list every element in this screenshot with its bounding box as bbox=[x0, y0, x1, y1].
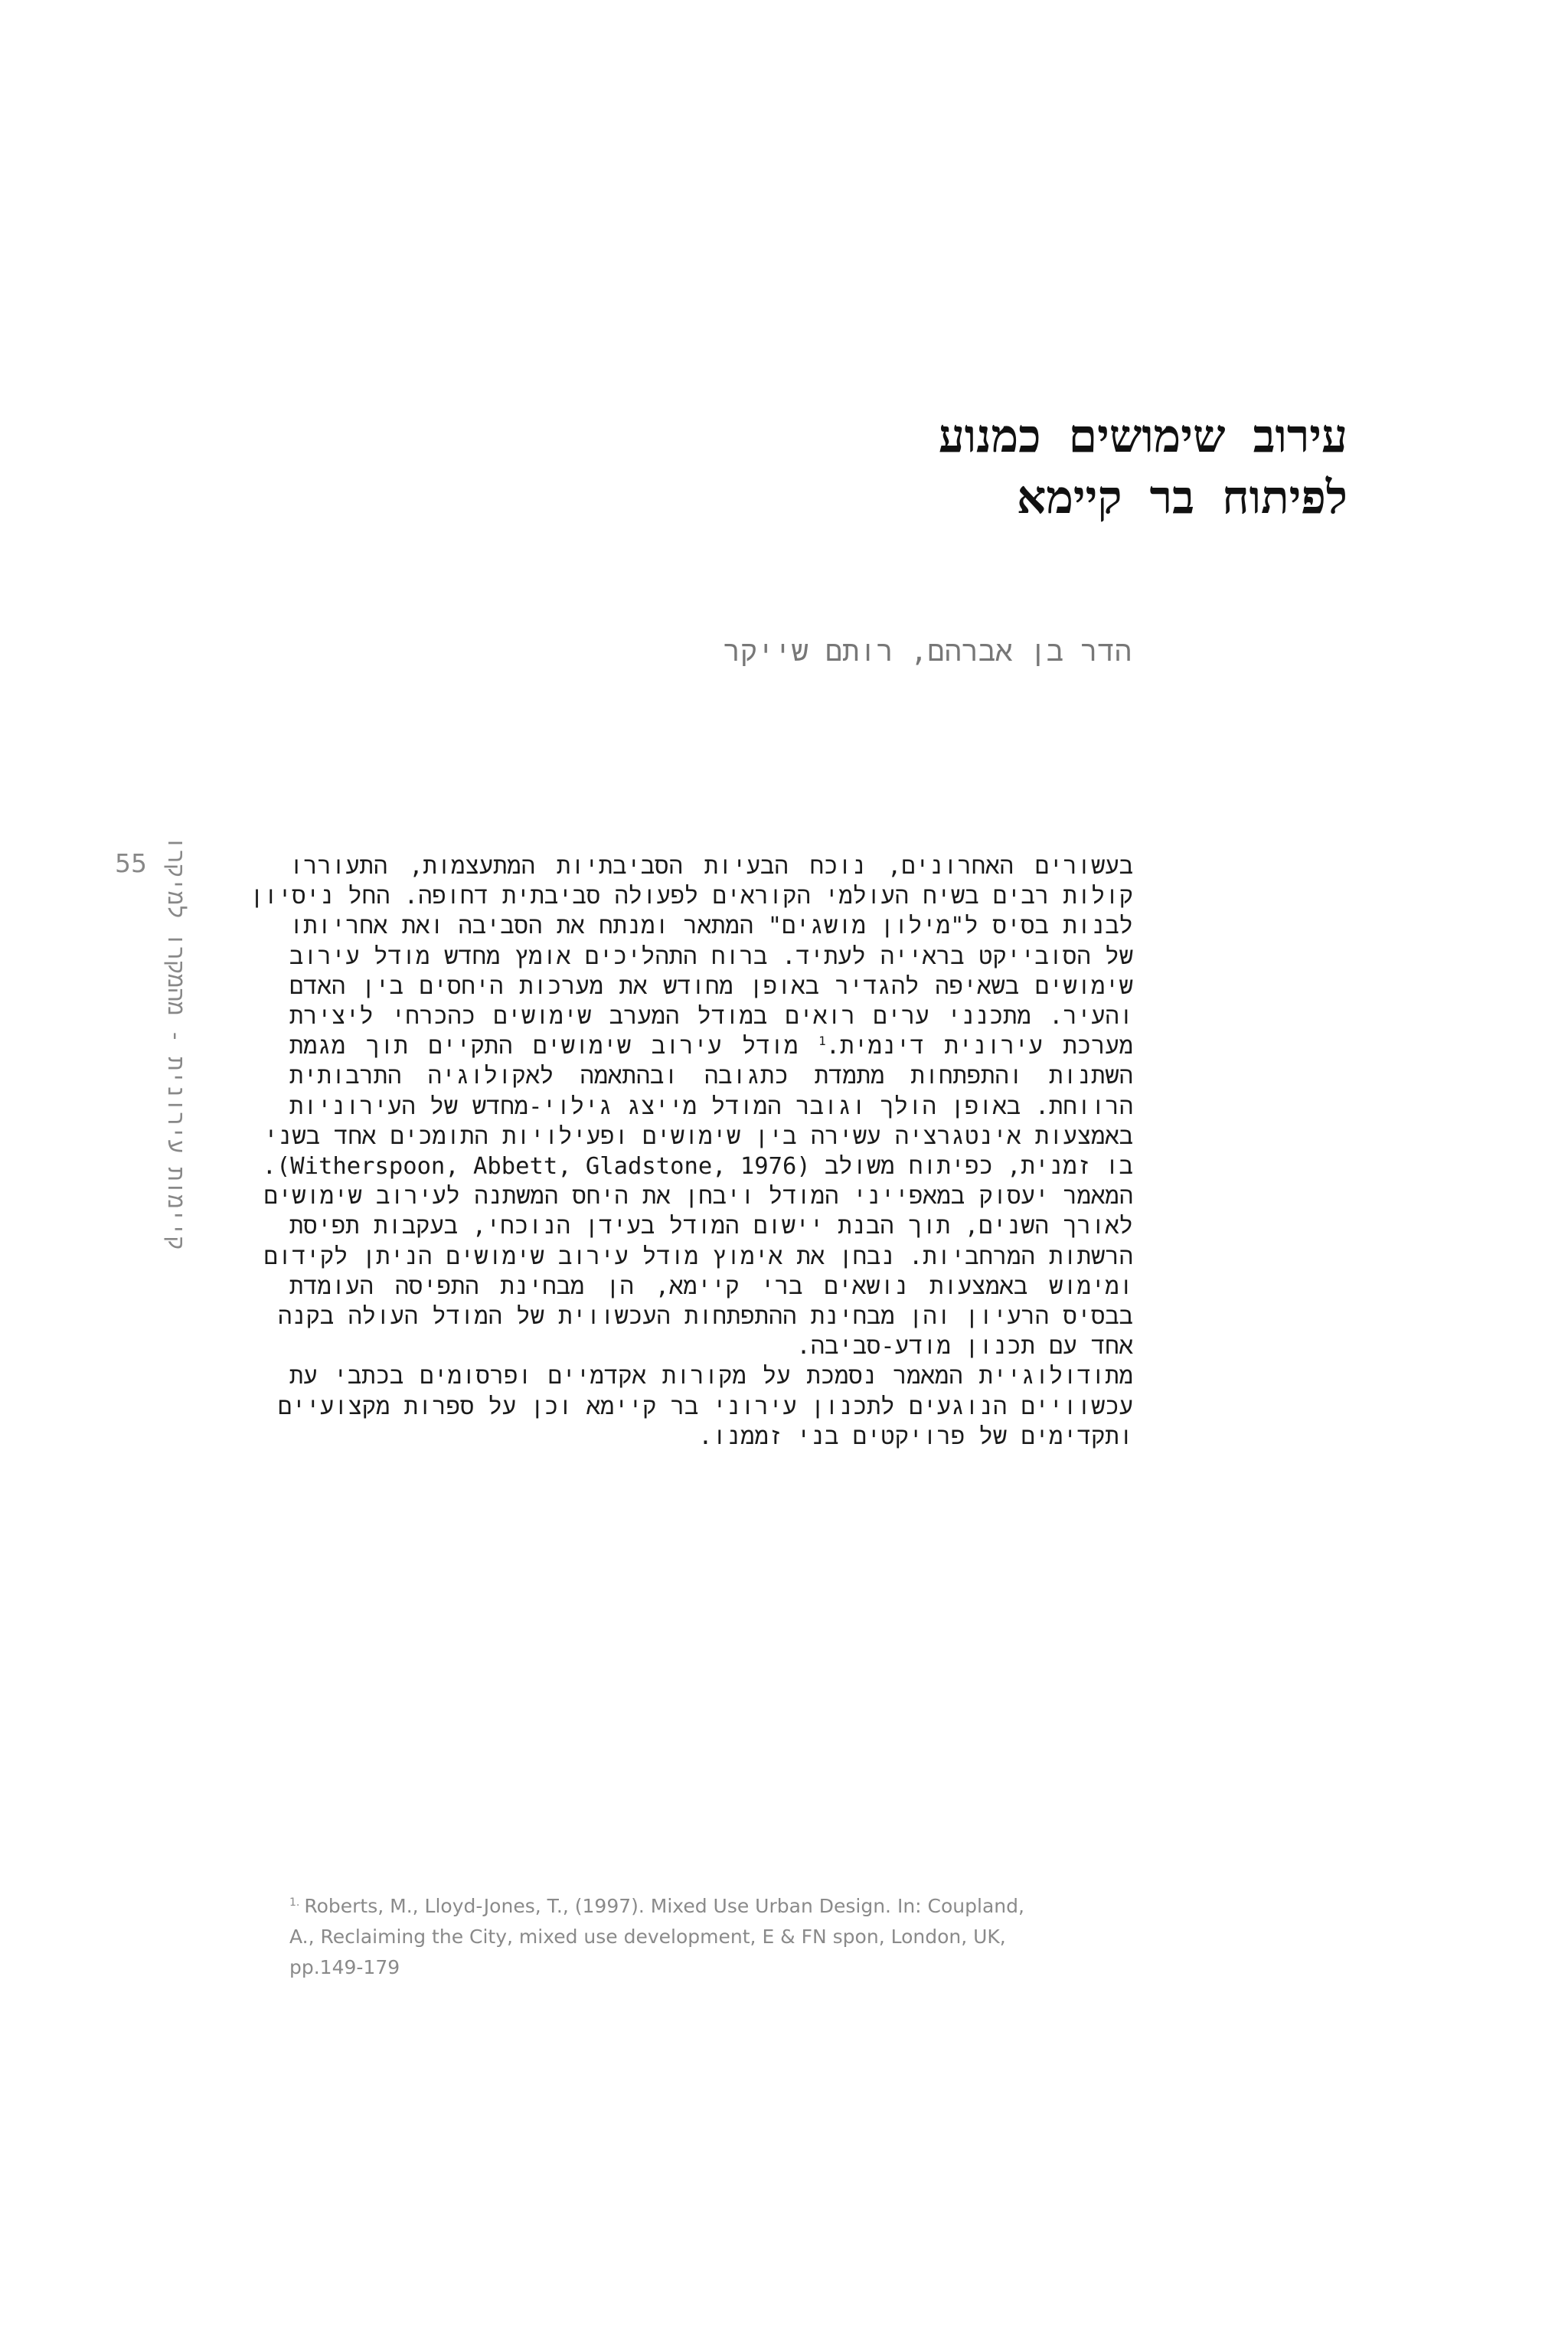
body-line: בעשורים האחרונים, נוכח הבעיות הסביבתיות המתעצמות, התעוררו bbox=[289, 853, 1133, 880]
body-line: עכשוויים הנוגעים לתכנון עירוני בר קיימא וכן על ספרות מקצועיים bbox=[277, 1393, 1133, 1420]
body-text-fragment: בו זמנית, כפיתוח משולב bbox=[810, 1153, 1133, 1181]
body-line: הרווחת. באופן הולך וגובר המודל מייצג גילוי-מחדש של העירוניות bbox=[289, 1093, 1133, 1120]
body-line: מתודולוגיית המאמר נסמכת על מקורות אקדמיים ופרסומים בכתבי עת bbox=[289, 1363, 1133, 1390]
body-line: בבסיס הרעיון והן מבחינת ההתפתחות העכשווית של המודל העולה בקנה bbox=[277, 1303, 1133, 1331]
footnote-text: Roberts, M., Lloyd-Jones, T., (1997). Mixed Use Urban Design. In: Coupland, bbox=[304, 1895, 1024, 1917]
body-line: של הסובייקט בראייה לעתיד. ברוח התהליכים אומץ מחדש מודל עירוב bbox=[289, 942, 1133, 970]
article-title bbox=[658, 406, 1348, 528]
body-line: והעיר. מתכנני ערים רואים במודל המערב שימושים כהכרחי ליצירת bbox=[289, 1003, 1133, 1031]
body-line: לאורך השנים, תוך הבנת יישום המודל בעידן הנוכחי, בעקבות תפיסת bbox=[289, 1213, 1133, 1240]
article-title-line-1: עירוב שימושים כמנוע bbox=[938, 410, 1348, 463]
page-number: 55 bbox=[115, 848, 147, 878]
body-line bbox=[289, 1031, 1133, 1061]
body-line: שימושים בשאיפה להגדיר באופן מחודש את מערכות היחסים בין האדם bbox=[289, 972, 1133, 1000]
article-body bbox=[250, 851, 1134, 1452]
body-line: המאמר יעסוק במאפייני המודל ויבחן את היחס המשתנה לעירוב שימושים bbox=[263, 1183, 1133, 1210]
body-text-fragment: מערכת עירונית דינמית. bbox=[825, 1033, 1134, 1060]
body-line: ומימוש באמצעות נושאים ברי קיימא, הן מבחינת התפיסה העומדת bbox=[289, 1272, 1133, 1300]
article-title-line-2: לפיתוח בר קיימא bbox=[1016, 471, 1348, 524]
body-line: השתנות והתפתחות מתמדת כתגובה ובהתאמה לאקולוגיה התרבותית bbox=[289, 1063, 1133, 1090]
footnote-line bbox=[289, 1891, 1132, 1922]
body-line: ותקדימים של פרויקטים בני זממנו. bbox=[698, 1423, 1133, 1450]
running-head: קיימות עירונית - מהמקרו למיקרו bbox=[162, 835, 189, 1250]
body-text-fragment: . bbox=[262, 1153, 276, 1181]
citation: (Witherspoon, Abbett, Gladstone, 1976) bbox=[276, 1153, 811, 1181]
body-line: אחד עם תכנון מודע-סביבה. bbox=[796, 1333, 1133, 1361]
body-line: קולות רבים בשיח העולמי הקוראים לפעולה סביבתית דחופה. החל ניסיון bbox=[250, 883, 1133, 910]
footnote-line: A., Reclaiming the City, mixed use development, E & FN spon, London, UK, bbox=[289, 1926, 1006, 1948]
footnote-reference[interactable]: 1 bbox=[818, 1034, 826, 1049]
body-text-fragment: מודל עירוב שימושים התקיים תוך מגמת bbox=[289, 1033, 819, 1060]
body-line bbox=[262, 1152, 1133, 1181]
footnote-marker: 1. bbox=[289, 1896, 300, 1909]
body-line: באמצעות אינטגרציה עשירה בין שימושים ופעילויות התומכים אחד בשני bbox=[263, 1122, 1133, 1150]
body-line: הרשתות המרחביות. נבחן את אימוץ מודל עירוב שימושים הניתן לקידום bbox=[263, 1243, 1133, 1270]
footnote-line: pp.149-179 bbox=[289, 1956, 400, 1978]
body-line: לבנות בסיס ל"מילון מושגים" המתאר ומנתח את הסביבה ואת אחריותו bbox=[289, 913, 1133, 940]
footnote bbox=[289, 1891, 1132, 1983]
article-authors: הדר בן אברהם, רותם שייקר bbox=[723, 635, 1132, 668]
